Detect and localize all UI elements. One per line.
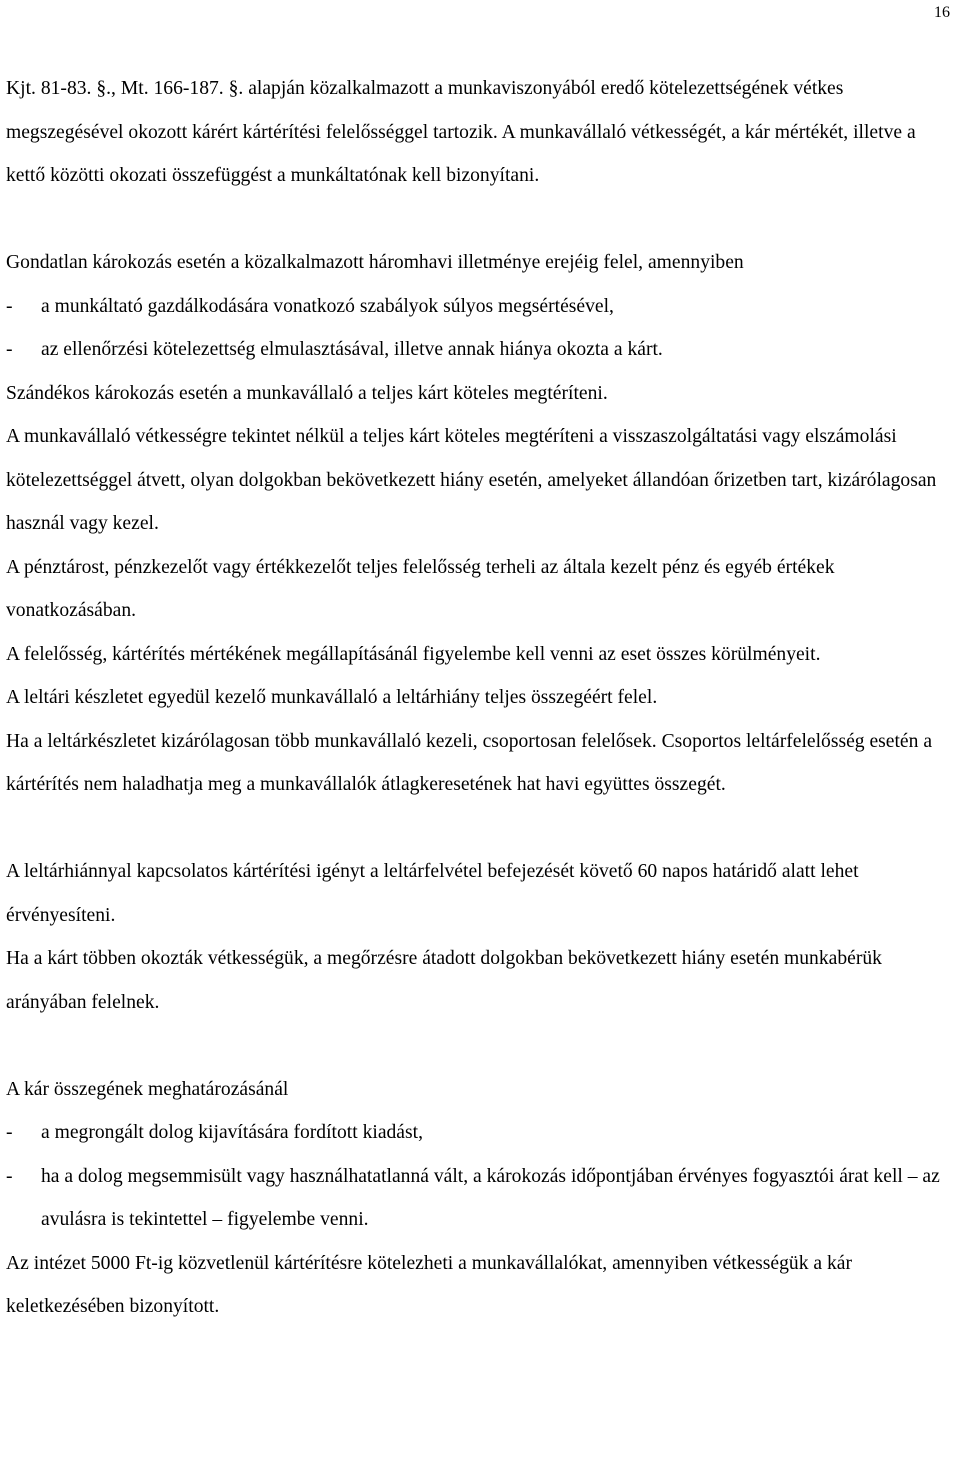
- dash-marker: -: [6, 1122, 13, 1143]
- dash-marker: -: [6, 339, 13, 360]
- paragraph-joint-liability: Ha a kárt többen okozták vétkességük, a megőrzésre átadott dolgokban bekövetkezett hiány esetén munkabérük arányában felelnek.: [6, 948, 882, 1013]
- list-item-text: a munkáltató gazdálkodására vonatkozó szabályok súlyos megsértésével,: [41, 295, 614, 317]
- paragraph-spacer: [6, 1024, 958, 1068]
- paragraph-cashier: A pénztárost, pénzkezelőt vagy értékkezelőt teljes felelősség terheli az általa kezelt pénz és egyéb értékek vonatkozásában.: [6, 556, 835, 621]
- paragraph-inventory-group: Ha a leltárkészletet kizárólagosan több munkavállaló kezeli, csoportosan felelősek. Csoportos leltárfelelősség esetén a kártérítés nem haladhatja meg a munkavállalók átlagkeresetének hat havi együttes összegét.: [6, 730, 933, 795]
- paragraph-intentional: Szándékos károkozás esetén a munkavállaló a teljes kárt köteles megtéríteni.: [6, 382, 608, 404]
- list-item: [6, 1111, 958, 1155]
- list-item: [6, 285, 958, 329]
- document-body: [6, 67, 958, 1329]
- list-item: [6, 328, 958, 372]
- list-item-text: az ellenőrzési kötelezettség elmulasztásával, illetve annak hiánya okozta a kárt.: [41, 339, 663, 360]
- paragraph-spacer: [6, 807, 958, 851]
- paragraph-inventory-single: A leltári készletet egyedül kezelő munkavállaló a leltárhiány teljes összegéért felel.: [6, 687, 658, 708]
- paragraph-strict-liability: A munkavállaló vétkességre tekintet nélkül a teljes kárt köteles megtéríteni a visszaszolgáltatási vagy elszámolási kötelezettséggel átvett, olyan dolgokban bekövetkezett hiány esetén, amelyeket állandóan őrizetben tart, kizárólagosan használ vagy kezel.: [6, 426, 937, 534]
- paragraph-claim-deadline: A leltárhiánnyal kapcsolatos kártérítési igényt a leltárfelvétel befejezését követő 60 napos határidő alatt lehet érvényesíteni.: [6, 861, 859, 926]
- list-item-text: ha a dolog megsemmisült vagy használhatatlanná vált, a károkozás időpontjában érvényes fogyasztói árat kell – az avulásra is tekintettel – figyelembe venni.: [41, 1165, 940, 1230]
- paragraph-circumstances: A felelősség, kártérítés mértékének megállapításánál figyelembe kell venni az eset összes körülményeit.: [6, 643, 821, 665]
- paragraph-negligence: Gondatlan károkozás esetén a közalkalmazott háromhavi illetménye erejéig felel, amennyiben: [6, 252, 744, 273]
- paragraph-damage-amount: A kár összegének meghatározásánál: [6, 1078, 289, 1100]
- list-item-text: a megrongált dolog kijavítására fordított kiadást,: [41, 1122, 423, 1143]
- page-number: 16: [934, 4, 950, 21]
- dash-marker: -: [6, 1165, 13, 1187]
- list-item: [6, 1155, 958, 1242]
- paragraph-direct-compensation: Az intézet 5000 Ft-ig közvetlenül kártérítésre kötelezheti a munkavállalókat, amennyiben vétkességük a kár keletkezésében bizonyított.: [6, 1252, 853, 1317]
- paragraph-liability-basis: Kjt. 81-83. §., Mt. 166-187. §. alapján közalkalmazott a munkaviszonyából eredő kötelezettségének vétkes megszegésével okozott kárért kártérítési felelősséggel tartozik. A munkavállaló vétkességét, a kár mértékét, illetve a kettő közötti okozati összefüggést a munkáltatónak kell bizonyítani.: [6, 78, 916, 186]
- dash-marker: -: [6, 295, 13, 317]
- paragraph-spacer: [6, 198, 958, 242]
